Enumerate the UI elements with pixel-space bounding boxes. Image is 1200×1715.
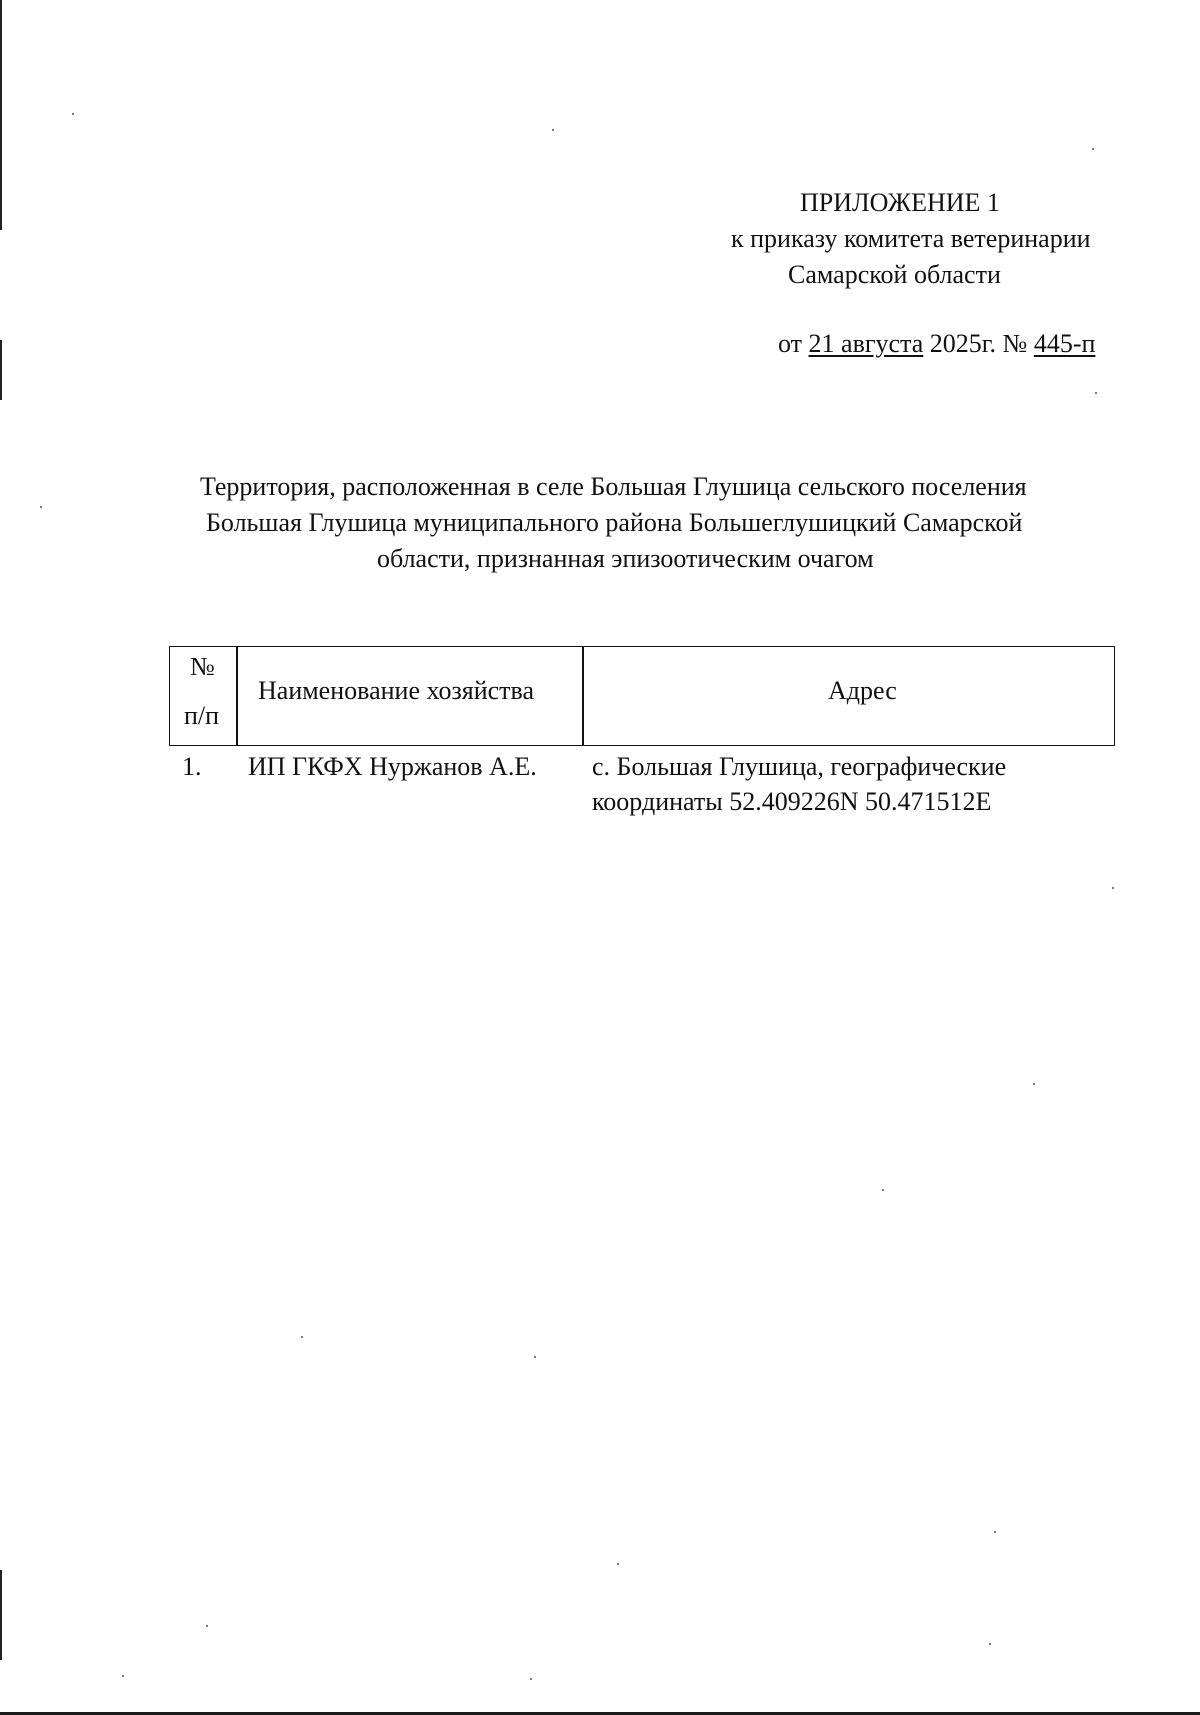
header-address: Адрес xyxy=(828,676,897,705)
scan-edge-line xyxy=(0,0,2,230)
order-number: 445-п xyxy=(1033,329,1096,358)
scan-speck xyxy=(989,1643,991,1645)
scan-edge-line xyxy=(0,1570,2,1660)
table-divider xyxy=(582,647,584,745)
scan-speck xyxy=(1095,392,1097,394)
table-row-address-line-2: координаты 52.409226N 50.471512E xyxy=(592,787,992,816)
scan-speck xyxy=(122,1675,124,1677)
farm-table-header xyxy=(169,646,1115,746)
scan-speck xyxy=(994,1531,996,1533)
scan-speck xyxy=(206,1625,208,1627)
scan-edge-line xyxy=(0,340,2,400)
order-reference-line: к приказу комитета ветеринарии xyxy=(731,224,1091,253)
order-date: 21 августа xyxy=(808,329,924,358)
scan-speck xyxy=(617,1563,619,1565)
table-divider xyxy=(236,647,238,745)
scan-speck xyxy=(1112,887,1114,889)
table-row-address-line-1: с. Большая Глушица, географические xyxy=(592,752,1007,781)
order-date-line xyxy=(778,327,1095,361)
header-number-abbrev: п/п xyxy=(184,701,220,730)
region-line: Самарской области xyxy=(788,260,1001,289)
appendix-title: ПРИЛОЖЕНИЕ 1 xyxy=(800,188,1000,217)
document-title-line-1: Территория, расположенная в селе Большая Глушица сельского поселения xyxy=(200,472,1027,501)
scan-speck xyxy=(72,113,74,115)
document-title-line-2: Большая Глушица муниципального района Большеглушицкий Самарской xyxy=(206,508,1023,537)
scan-speck xyxy=(530,1678,532,1680)
table-row-farm-name: ИП ГКФХ Нуржанов А.Е. xyxy=(248,752,537,781)
header-number-symbol: № xyxy=(190,652,215,681)
scan-speck xyxy=(1092,148,1094,150)
scan-speck xyxy=(534,1356,536,1358)
scan-speck xyxy=(552,129,554,131)
scan-speck xyxy=(40,506,42,508)
scan-speck xyxy=(882,1189,884,1191)
header-farm-name: Наименование хозяйства xyxy=(258,676,535,705)
scan-speck xyxy=(301,1336,303,1338)
document-title-line-3: области, признанная эпизоотическим очагом xyxy=(377,544,874,573)
scan-speck xyxy=(1033,1083,1035,1085)
date-prefix: от xyxy=(778,329,803,358)
table-row-number: 1. xyxy=(182,752,202,781)
order-year: 2025г. № xyxy=(929,329,1028,358)
